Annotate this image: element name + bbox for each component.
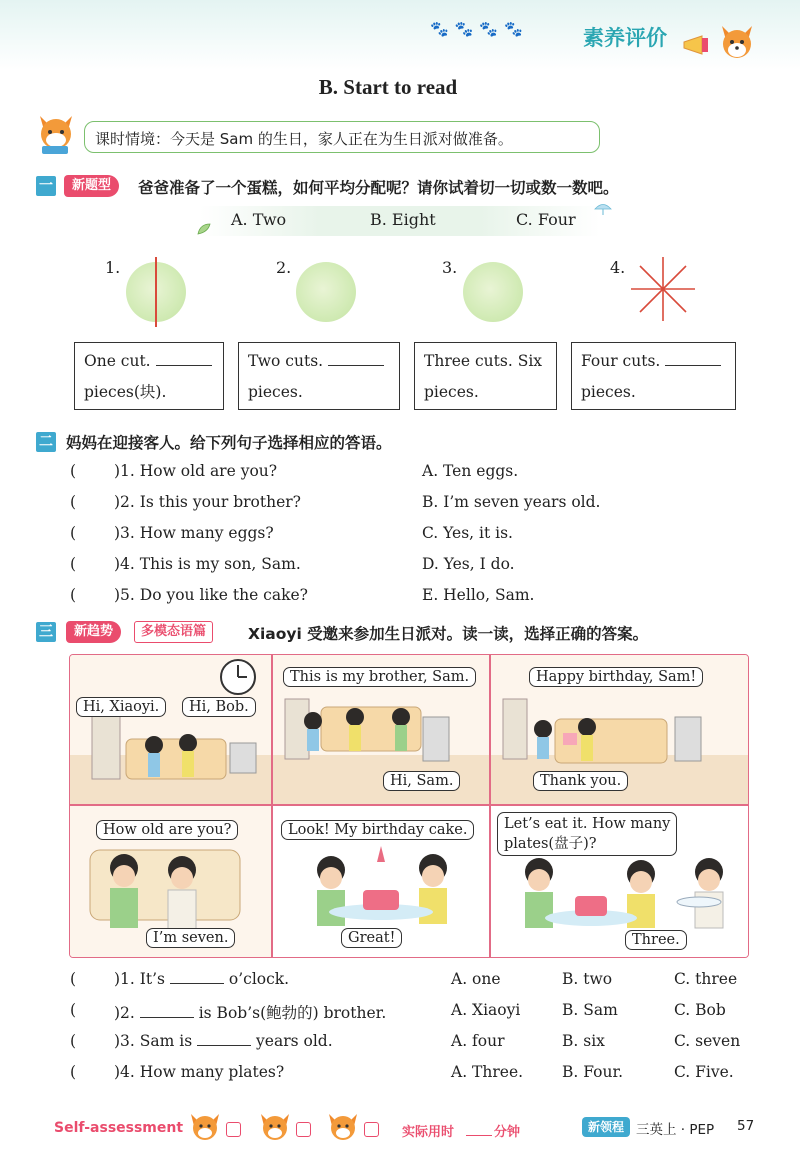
comic-panel-6 [491, 806, 749, 958]
section-2-instruction: 妈妈在迎接客人。给下列句子选择相应的答语。 [66, 434, 392, 452]
book-label: 三英上 · PEP [636, 1122, 715, 1138]
cake-1-number: 1. [105, 258, 121, 277]
bubble-great: Great! [341, 928, 402, 948]
header-band [0, 0, 800, 70]
s3-q1-option-b: B. two [562, 970, 613, 988]
bubble-hi-bob: Hi, Bob. [182, 697, 256, 717]
s3-question-1 [114, 970, 289, 988]
cake-3-line2: pieces. [424, 383, 479, 401]
section-1-tag: 新题型 [64, 175, 119, 197]
s3-q3-option-b: B. six [562, 1032, 605, 1050]
s3-q3-blank[interactable] [197, 1032, 251, 1046]
s3-q3-pre: )3. Sam is [114, 1032, 193, 1050]
cake-4-line1: Four cuts. [581, 352, 661, 370]
bubble-thank-you: Thank you. [533, 771, 628, 791]
cake-1-line2: pieces(块). [84, 383, 167, 401]
s3-question-2 [114, 1001, 386, 1023]
section-3-number: 三 [36, 622, 56, 642]
reply-b: B. I’m seven years old. [422, 493, 601, 511]
minutes-label: 分钟 [494, 1125, 521, 1140]
s3-q1-option-c: C. three [674, 970, 738, 988]
answer-paren[interactable]: ( [70, 1032, 77, 1050]
answer-paren[interactable]: ( [70, 1001, 77, 1019]
cake-1-answer-box [74, 342, 224, 410]
s3-q4-option-a: A. Three. [451, 1063, 524, 1081]
cake-3-line1: Three cuts. Six [424, 352, 543, 370]
s3-q1-pre: )1. It’s [114, 970, 165, 988]
bubble-this-is-my-brother: This is my brother, Sam. [283, 667, 476, 687]
s3-q2-blank[interactable] [140, 1004, 194, 1018]
answer-paren[interactable]: ( [70, 493, 77, 511]
paw-prints-decoration: 🐾🐾🐾🐾 [430, 20, 529, 38]
bubble-how-old: How old are you? [96, 820, 238, 840]
s3-q1-option-a: A. one [451, 970, 501, 988]
section-2-number: 二 [36, 432, 56, 452]
cake-2-circle [296, 262, 356, 322]
answer-paren[interactable]: ( [70, 555, 77, 573]
brand-badge: 新领程 [582, 1117, 630, 1137]
bubble-hi-xiaoyi: Hi, Xiaoyi. [76, 697, 166, 717]
s3-q4-option-c: C. Five. [674, 1063, 734, 1081]
cake-3-circle [463, 262, 523, 322]
cake-1-blank[interactable] [156, 352, 212, 366]
section-1-instruction: 爸爸准备了一个蛋糕，如何平均分配呢？请你试着切一切或数一数吧。 [138, 179, 619, 197]
question-1: )1. How old are you? [114, 462, 278, 480]
question-3: )3. How many eggs? [114, 524, 274, 542]
self-assessment-checkbox-3[interactable] [364, 1122, 379, 1137]
s3-q1-blank[interactable] [170, 970, 224, 984]
cake-4-line2: pieces. [581, 383, 636, 401]
time-used-blank[interactable] [466, 1122, 492, 1136]
comic-panel-3 [491, 655, 749, 804]
s3-q3-option-c: C. seven [674, 1032, 741, 1050]
s3-q2-option-a: A. Xiaoyi [451, 1001, 521, 1019]
question-2: )2. Is this your brother? [114, 493, 301, 511]
option-c: C. Four [516, 210, 576, 229]
bubble-happy-birthday: Happy birthday, Sam! [529, 667, 703, 687]
bubble-look-my-cake: Look! My birthday cake. [281, 820, 474, 840]
bubble-hi-sam: Hi, Sam. [383, 771, 460, 791]
section-3-instruction: Xiaoyi 受邀来参加生日派对。读一读，选择正确的答案。 [248, 625, 649, 643]
s3-q2-option-b: B. Sam [562, 1001, 618, 1019]
self-assessment-checkbox-1[interactable] [226, 1122, 241, 1137]
cake-2-line2: pieces. [248, 383, 303, 401]
cake-2-answer-box [238, 342, 400, 410]
cake-4-answer-box [571, 342, 736, 410]
cake-3-number: 3. [442, 258, 458, 277]
option-a: A. Two [231, 210, 287, 229]
bubble-lets-eat-it-line1: Let’s eat it. How many [504, 816, 671, 832]
answer-paren[interactable]: ( [70, 524, 77, 542]
page-number: 57 [737, 1118, 755, 1134]
fox-face-icon [258, 1111, 292, 1141]
answer-paren[interactable]: ( [70, 462, 77, 480]
answer-paren[interactable]: ( [70, 970, 77, 988]
time-used-label: 实际用时 [402, 1125, 455, 1140]
fox-face-icon [326, 1111, 360, 1141]
header-label: 素养评价 [583, 26, 667, 50]
s3-q3-option-a: A. four [451, 1032, 505, 1050]
bubble-lets-eat-it [497, 812, 677, 856]
comic-panel-2 [273, 655, 489, 804]
reply-a: A. Ten eggs. [422, 462, 519, 480]
cake-2-line1: Two cuts. [248, 352, 324, 370]
leaf-icon [196, 222, 212, 236]
reply-d: D. Yes, I do. [422, 555, 515, 573]
self-assessment-label: Self-assessment [54, 1120, 184, 1136]
s3-q2-pre: )2. [114, 1004, 135, 1022]
question-4: )4. This is my son, Sam. [114, 555, 301, 573]
comic-panel-1 [70, 655, 271, 804]
comic-strip [69, 654, 749, 958]
s3-q2-post: is Bob’s(鲍勃的) brother. [198, 1004, 387, 1022]
fox-face-icon [188, 1111, 222, 1141]
answer-paren[interactable]: ( [70, 1063, 77, 1081]
umbrella-icon [594, 202, 612, 216]
bubble-lets-eat-it-line2: plates(盘子)? [504, 836, 597, 852]
cake-4-number: 4. [610, 258, 626, 277]
bubble-three: Three. [625, 930, 687, 950]
cake-2-number: 2. [276, 258, 292, 277]
question-5: )5. Do you like the cake? [114, 586, 308, 604]
s3-q2-option-c: C. Bob [674, 1001, 726, 1019]
s3-q3-post: years old. [256, 1032, 333, 1050]
section-1-number: 一 [36, 176, 56, 196]
bubble-im-seven: I’m seven. [146, 928, 235, 948]
cake-3-answer-box [414, 342, 557, 410]
section-3-tag2: 多模态语篇 [134, 621, 213, 643]
cake-4-blank[interactable] [665, 352, 721, 366]
megaphone-icon [682, 34, 718, 56]
comic-panel-5 [273, 806, 489, 958]
s3-question-3 [114, 1032, 333, 1050]
section-3-tag: 新趋势 [66, 621, 121, 643]
page-title: B. Start to read [318, 75, 458, 99]
fox-mascot-icon [34, 110, 80, 156]
reply-c: C. Yes, it is. [422, 524, 513, 542]
reply-e: E. Hello, Sam. [422, 586, 535, 604]
cake-1-cut-line [155, 257, 157, 327]
comic-panel-4 [70, 806, 271, 958]
answer-paren[interactable]: ( [70, 586, 77, 604]
cake-4-cut-lines [628, 254, 698, 324]
cake-1-line1: One cut. [84, 352, 151, 370]
s3-q1-post: o’clock. [228, 970, 290, 988]
s3-question-4: )4. How many plates? [114, 1063, 285, 1081]
cake-2-blank[interactable] [328, 352, 384, 366]
situation-box: 课时情境：今天是 Sam 的生日，家人正在为生日派对做准备。 [84, 121, 600, 153]
s3-q4-option-b: B. Four. [562, 1063, 624, 1081]
self-assessment-checkbox-2[interactable] [296, 1122, 311, 1137]
option-b: B. Eight [370, 210, 436, 229]
fox-mascot-icon [718, 22, 756, 60]
